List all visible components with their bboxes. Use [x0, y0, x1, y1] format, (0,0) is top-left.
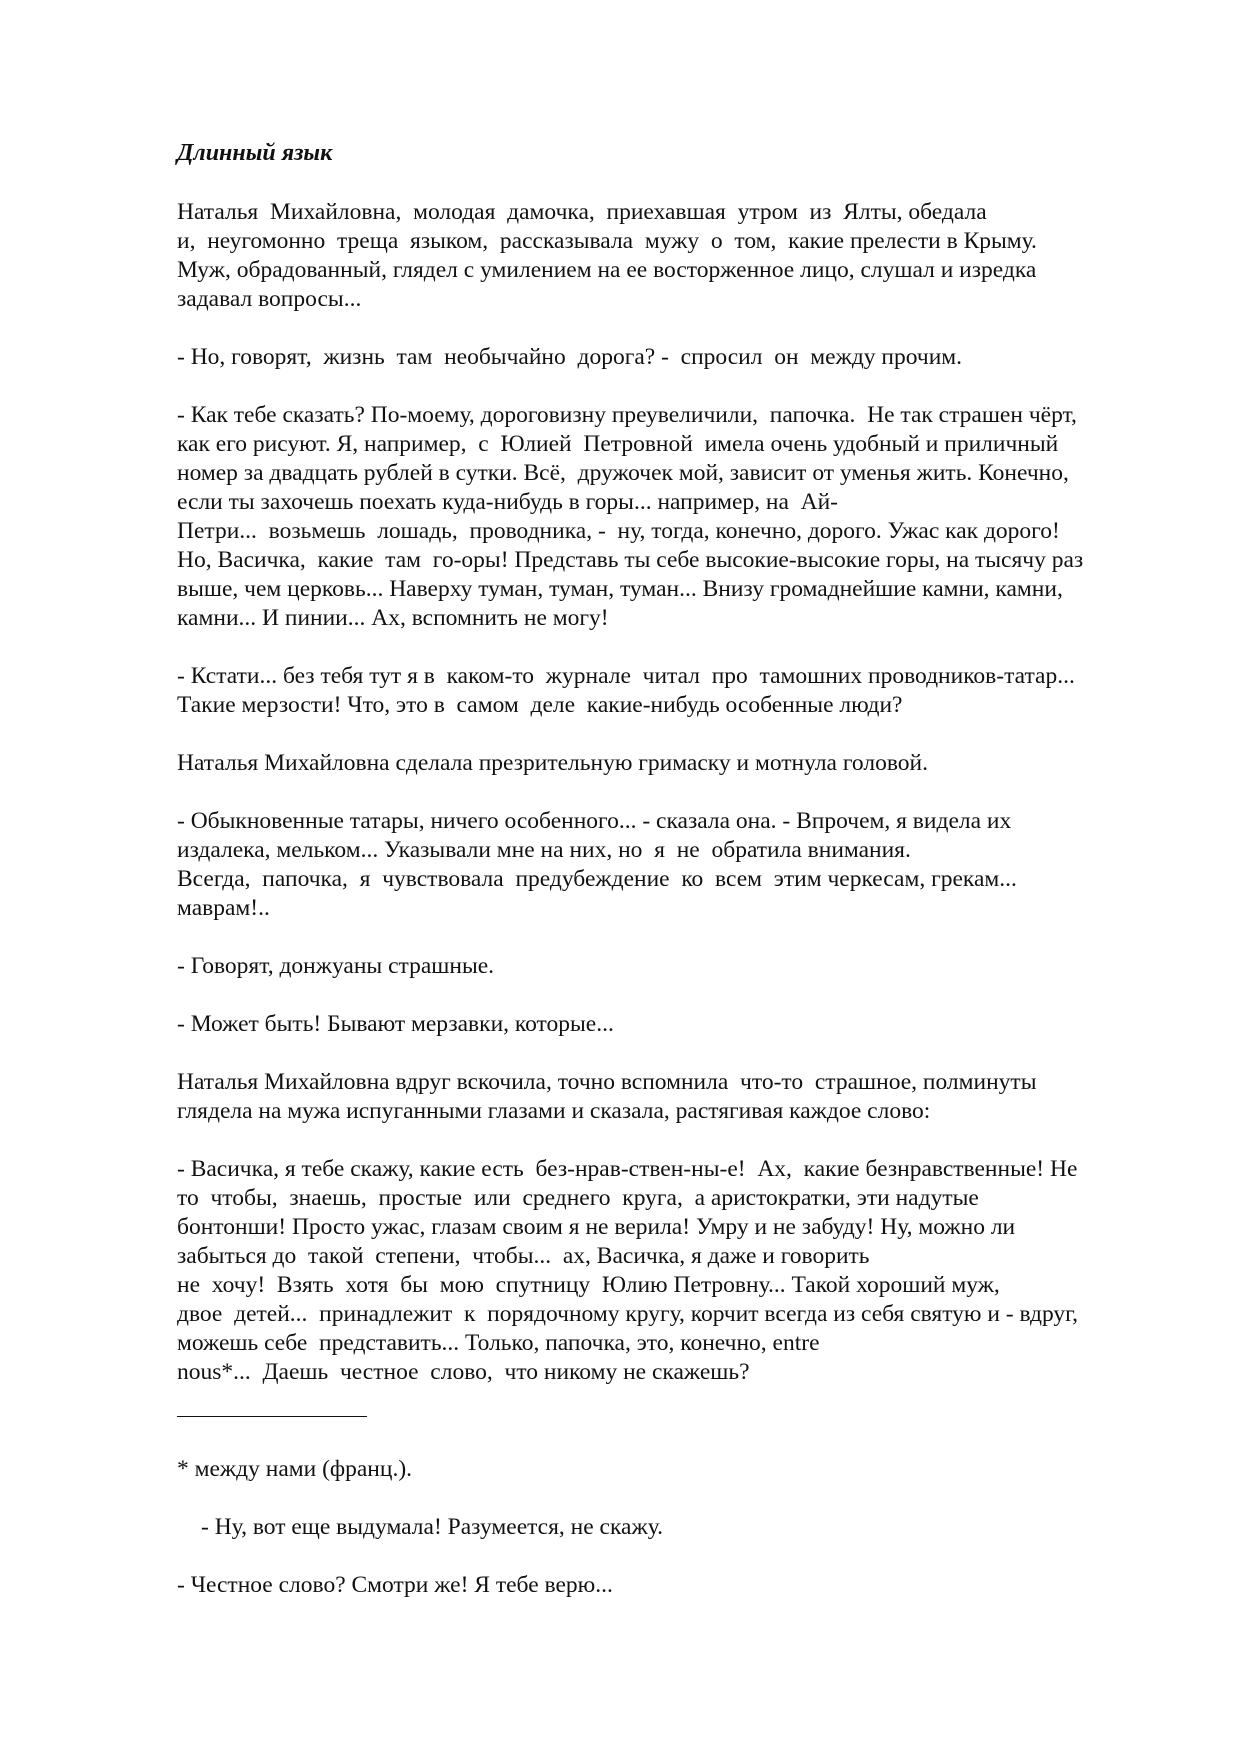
story-body: [177, 198, 1167, 1387]
paragraph-line: - Может быть! Бывают мерзавки, которые...: [177, 1011, 614, 1037]
paragraph-after-footnote-1: - Ну, вот еще выдумала! Разумеется, не скажу.: [201, 1514, 663, 1540]
paragraph-line: камни... И пинии... Ах, вспомнить не могу!: [177, 605, 609, 631]
paragraph-line: Всегда, папочка, я чувствовала предубеждение ко всем этим черкесам, грекам...: [177, 866, 1017, 892]
paragraph-line: если ты захочешь поехать куда-нибудь в горы... например, на Ай-: [177, 489, 839, 515]
paragraph-line: - Как тебе сказать? По-моему, дороговизну преувеличили, папочка. Не так страшен чёрт,: [177, 402, 1077, 428]
paragraph-8: [177, 1010, 1167, 1039]
paragraph-after-footnote-2: - Честное слово? Смотри же! Я тебе верю...: [177, 1572, 613, 1598]
paragraph-line: задавал вопросы...: [177, 286, 362, 312]
paragraph-line: двое детей... принадлежит к порядочному кругу, корчит всегда из себя святую и - вдруг,: [177, 1301, 1079, 1327]
paragraph-line: и, неугомонно треща языком, рассказывала мужу о том, какие прелести в Крыму.: [177, 228, 1037, 254]
paragraph-line: как его рисуют. Я, например, с Юлией Петровной имела очень удобный и приличный: [177, 431, 1059, 457]
paragraph-line: Наталья Михайловна сделала презрительную гримаску и мотнула головой.: [177, 750, 928, 776]
paragraph-line: бонтонши! Просто ужас, глазам своим я не верила! Умру и не забуду! Ну, можно ли: [177, 1214, 1016, 1240]
paragraph-5: [177, 749, 1167, 778]
paragraph-line: - Васичка, я тебе скажу, какие есть без-нрав-ствен-ны-е! Ах, какие безнравственные! Не: [177, 1156, 1078, 1182]
paragraph-line: издалека, мельком... Указывали мне на них, но я не обратила внимания.: [177, 837, 911, 863]
paragraph-line: то чтобы, знаешь, простые или среднего круга, а аристократки, эти надутые: [177, 1185, 979, 1211]
paragraph-line: Наталья Михайловна вдруг вскочила, точно вспомнила что-то страшное, полминуты: [177, 1069, 1037, 1095]
paragraph-line: Но, Васичка, какие там го-оры! Представь ты себе высокие-высокие горы, на тысячу раз: [177, 547, 1084, 573]
paragraph-line: Такие мерзости! Что, это в самом деле какие-нибудь особенные люди?: [177, 692, 903, 718]
paragraph-line: можешь себе представить... Только, папочка, это, конечно, entre: [177, 1330, 820, 1356]
paragraph-6: [177, 807, 1167, 923]
paragraph-2: [177, 343, 1167, 372]
paragraph-line: забыться до такой степени, чтобы... ах, Васичка, я даже и говорить: [177, 1243, 870, 1269]
paragraph-line: Петри... возьмешь лошадь, проводника, - ну, тогда, конечно, дорого. Ужас как дорого!: [177, 518, 1060, 544]
paragraph-line: глядела на мужа испуганными глазами и сказала, растягивая каждое слово:: [177, 1098, 931, 1124]
paragraph-line: - Обыкновенные татары, ничего особенного... - сказала она. - Впрочем, я видела их: [177, 808, 1012, 834]
paragraph-line: nous*... Даешь честное слово, что никому не скажешь?: [177, 1359, 750, 1385]
paragraph-line: - Но, говорят, жизнь там необычайно дорога? - спросил он между прочим.: [177, 344, 963, 370]
footnote-separator: [177, 1416, 367, 1417]
paragraph-4: [177, 662, 1167, 720]
paragraph-9: [177, 1068, 1167, 1126]
document-page: [177, 138, 1167, 1629]
paragraph-3: [177, 401, 1167, 633]
paragraph-line: - Кстати... без тебя тут я в каком-то журнале читал про тамошних проводников-татар...: [177, 663, 1075, 689]
paragraph-line: Наталья Михайловна, молодая дамочка, приехавшая утром из Ялты, обедала: [177, 199, 987, 225]
paragraph-1: [177, 198, 1167, 314]
paragraph-7: [177, 952, 1167, 981]
paragraph-10: [177, 1155, 1167, 1387]
paragraph-line: - Говорят, донжуаны страшные.: [177, 953, 495, 979]
footnote: * между нами (франц.).: [177, 1456, 413, 1482]
paragraph-line: номер за двадцать рублей в сутки. Всё, дружочек мой, зависит от уменья жить. Конечно,: [177, 460, 1069, 486]
paragraph-line: не хочу! Взять хотя бы мою спутницу Юлию Петровну... Такой хороший муж,: [177, 1272, 1000, 1298]
paragraph-line: выше, чем церковь... Наверху туман, туман, туман... Внизу громаднейшие камни, камни,: [177, 576, 1063, 602]
story-title: Длинный язык: [177, 140, 333, 166]
paragraph-line: Муж, обрадованный, глядел с умилением на ее восторженное лицо, слушал и изредка: [177, 257, 1037, 283]
paragraph-line: маврам!..: [177, 895, 270, 921]
